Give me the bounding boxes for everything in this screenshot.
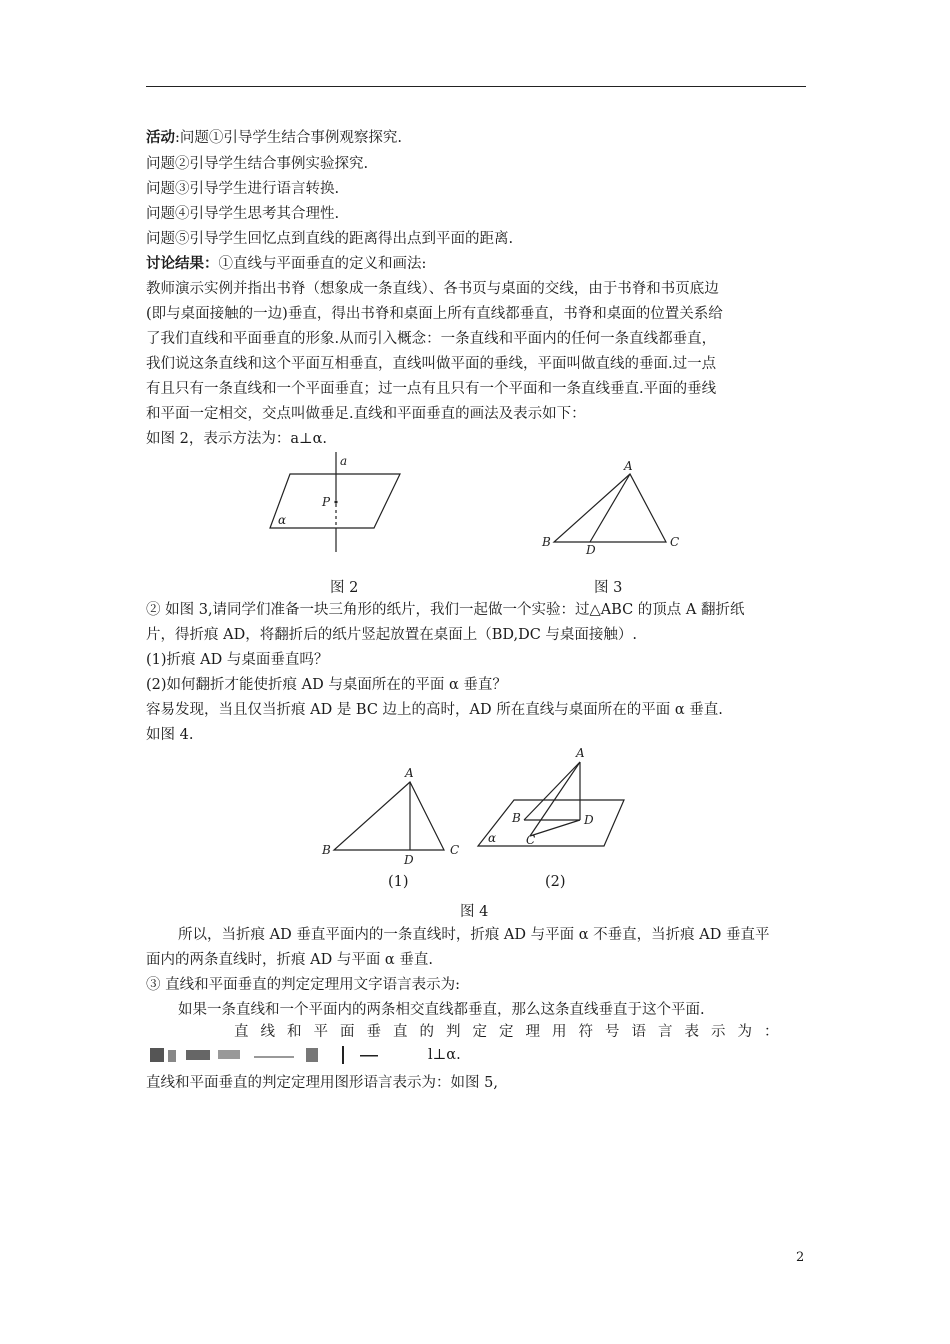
header-rule (146, 86, 806, 87)
label-P: P (322, 495, 331, 509)
label-A: A (576, 746, 585, 760)
paragraph-line: (1)折痕 AD 与桌面垂直吗？ (146, 652, 329, 668)
label-B: B (542, 535, 551, 549)
paragraph-line: 了我们直线和平面垂直的形象.从而引入概念：一条直线和平面内的任何一条直线都垂直， (146, 331, 717, 347)
label-A: A (405, 766, 414, 780)
paragraph-line: 片，得折痕 AD，将翻折后的纸片竖起放置在桌面上（BD,DC 与桌面接触）. (146, 627, 638, 643)
question-2-line: 问题②引导学生结合事例实验探究. (146, 156, 369, 172)
page-number: 2 (796, 1250, 805, 1265)
label-C: C (526, 833, 536, 847)
figure-2-caption: 图 2 (330, 580, 359, 596)
figure-4-caption: 图 4 (460, 904, 489, 920)
label-D: D (404, 853, 414, 867)
figure-4-part-1 (318, 760, 468, 870)
label-D: D (584, 813, 594, 827)
symbolic-theorem-heading: 直线和平面垂直的判定定理用符号语言表示为： (234, 1024, 791, 1040)
paragraph-line: 教师演示实例并指出书脊（想象成一条直线）、各书页与桌面的交线，由于书脊和书页底边 (146, 281, 719, 297)
figure-3 (540, 456, 690, 556)
paragraph-line: 如图 4. (146, 727, 194, 743)
formula-image (146, 1044, 406, 1066)
symbolic-result: l⊥α. (428, 1047, 461, 1063)
paragraph-line: (2)如何翻折才能使折痕 AD 与桌面所在的平面 α 垂直？ (146, 677, 507, 693)
paragraph-line: 有且只有一条直线和一个平面垂直；过一点有且只有一个平面和一条直线垂直.平面的垂线 (146, 381, 717, 397)
label-alpha: α (278, 513, 287, 527)
paragraph-line: 和平面一定相交，交点叫做垂足.直线和平面垂直的画法及表示如下： (146, 406, 586, 422)
paragraph-line: 面内的两条直线时，折痕 AD 与平面 α 垂直. (146, 952, 433, 968)
paragraph-line: 所以，当折痕 AD 垂直平面内的一条直线时，折痕 AD 与平面 α 不垂直，当折痕 AD 垂直平 (178, 927, 770, 943)
figure-2 (262, 448, 412, 568)
figure-4-part-2 (472, 744, 632, 854)
label-C: C (670, 535, 680, 549)
activity-line: 活动:问题①引导学生结合事例观察探究. (146, 129, 402, 146)
paragraph-line: 直线和平面垂直的判定定理用图形语言表示为：如图 5, (146, 1075, 498, 1091)
theorem-text-line: 如果一条直线和一个平面内的两条相交直线都垂直，那么这条直线垂直于这个平面. (178, 1002, 705, 1018)
question-4-line: 问题④引导学生思考其合理性. (146, 206, 340, 222)
label-D: D (586, 543, 596, 556)
paragraph-line: ② 如图 3,请同学们准备一块三角形的纸片，我们一起做一个实验：过△ABC 的顶点 A 翻折纸 (146, 602, 745, 618)
figure-4-sub-2: (2) (545, 874, 566, 890)
label-B: B (512, 811, 521, 825)
question-3-line: 问题③引导学生进行语言转换. (146, 181, 340, 197)
figure-4-sub-1: (1) (388, 874, 409, 890)
paragraph-line: 我们说这条直线和这个平面互相垂直，直线叫做平面的垂线，平面叫做直线的垂面.过一点 (146, 356, 717, 372)
label-B: B (322, 843, 331, 857)
label-A: A (624, 459, 633, 473)
label-C: C (450, 843, 460, 857)
discussion-heading: 讨论结果：①直线与平面垂直的定义和画法: (146, 255, 427, 272)
label-a: a (340, 454, 348, 468)
figure-3-caption: 图 3 (594, 580, 623, 596)
paragraph-line: (即与桌面接触的一边)垂直，得出书脊和桌面上所有直线都垂直，书脊和桌面的位置关系给 (146, 306, 723, 322)
paragraph-line: 容易发现，当且仅当折痕 AD 是 BC 边上的高时，AD 所在直线与桌面所在的平面 α 垂直. (146, 702, 723, 718)
paragraph-line: ③ 直线和平面垂直的判定定理用文字语言表示为: (146, 977, 460, 993)
question-5-line: 问题⑤引导学生回忆点到直线的距离得出点到平面的距离. (146, 231, 514, 247)
paragraph-line: 如图 2，表示方法为：a⊥α. (146, 431, 328, 447)
label-alpha: α (488, 831, 497, 845)
